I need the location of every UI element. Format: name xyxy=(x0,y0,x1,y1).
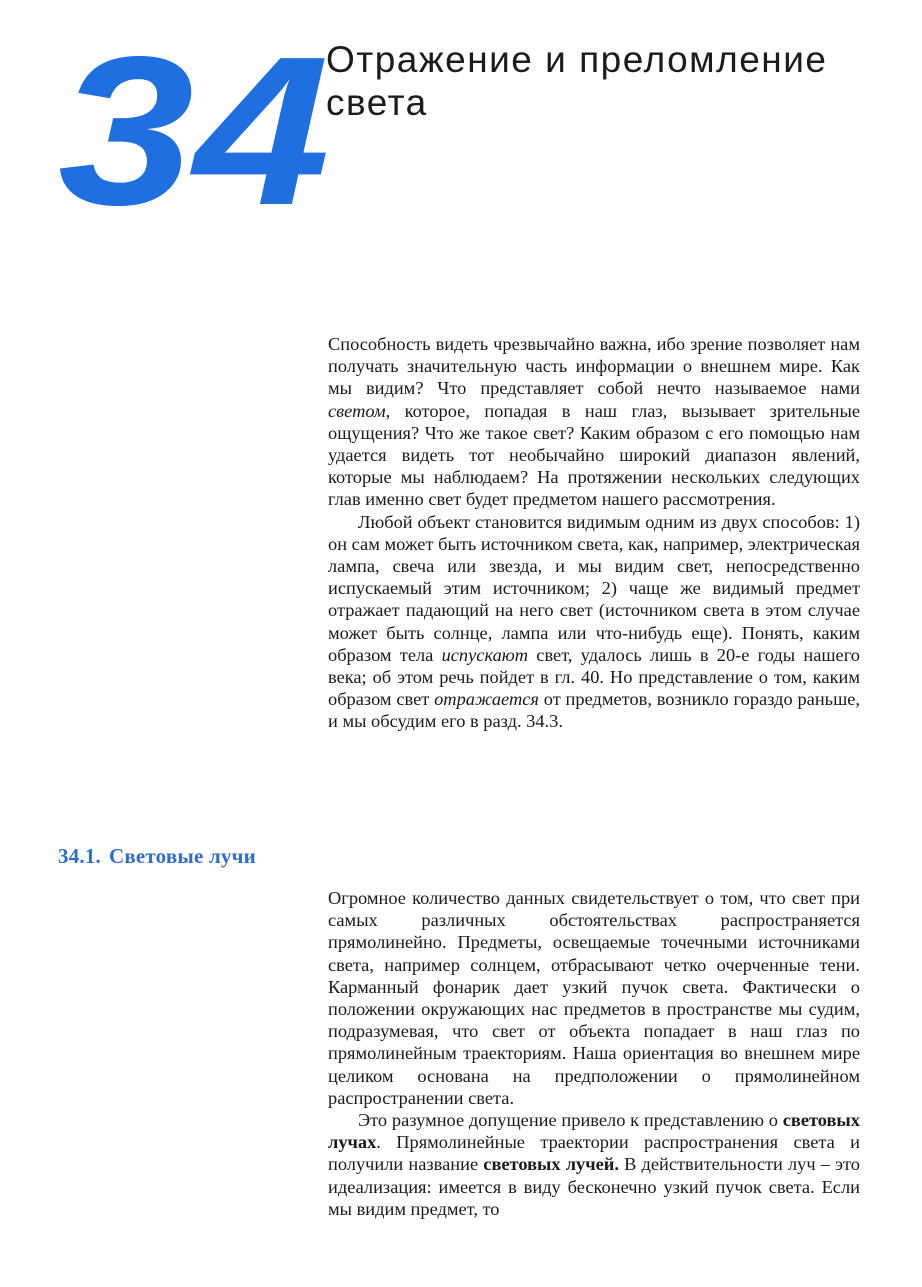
section-title: Световые лучи xyxy=(109,844,256,868)
term-light-rays-2: световых лучей. xyxy=(483,1154,619,1175)
chapter-number-graphic xyxy=(58,44,330,206)
intro-text xyxy=(328,333,860,733)
section-text xyxy=(328,887,860,1220)
chapter-number: 34 xyxy=(58,44,330,206)
term-light-rays: световых лучах xyxy=(328,1110,860,1153)
section-paragraph-2: Это разумное допущение привело к представлению о световых лучах. Прямолинейные траектории распространения света и получили название световых лучей. В действительности луч – это идеализация: имеется в виду бесконечно узкий пучок света. Если мы видим предмет, то xyxy=(328,1110,860,1219)
emphasis-light: светом xyxy=(328,400,386,421)
chapter-title: Отражение и преломление света xyxy=(326,39,828,123)
section-heading xyxy=(58,843,256,869)
intro-paragraph-1: Способность видеть чрезвычайно важна, ибо зрение позволяет нам получать значительную часть информации о внешнем мире. Как мы видим? Что представляет собой нечто называемое нами светом, которое, попадая в наш глаз, вызывает зрительные ощущения? Что же такое свет? Каким образом с его помощью нам удается видеть тот необычайно широкий диапазон явлений, которые мы наблюдаем? На протяжении нескольких следующих глав именно свет будет предметом нашего рассмотрения. xyxy=(328,334,860,510)
intro-paragraph-2: Любой объект становится видимым одним из двух способов: 1) он сам может быть источником света, как, например, электрическая лампа, свеча или звезда, и мы видим свет, непосредственно испускаемый этим источником; 2) чаще же видимый предмет отражает падающий на него свет (источником света в этом случае может быть солнце, лампа или что-нибудь еще). Понять, каким образом тела испускают свет, удалось лишь в 20-е годы нашего века; об этом речь пойдет в гл. 40. Но представление о том, каким образом свет отражается от предметов, возникло гораздо раньше, и мы обсудим его в разд. 34.3. xyxy=(328,511,860,732)
emphasis-emit: испускают xyxy=(441,644,529,665)
emphasis-reflect: отражается xyxy=(434,689,539,710)
section-number: 34.1. xyxy=(58,844,101,868)
section-paragraph-1: Огромное количество данных свидетельствует о том, что свет при самых различных обстоятельствах распространяется прямолинейно. Предметы, освещаемые точечными источниками света, например солнцем, отбрасывают четко очерченные тени. Карманный фонарик дает узкий пучок света. Фактически о положении окружающих нас предметов в пространстве мы судим, подразумевая, что свет от объекта попадает в наш глаз по прямолинейным траекториям. Наша ориентация во внешнем мире целиком основана на предположении о прямолинейном распространении света. xyxy=(328,888,860,1108)
